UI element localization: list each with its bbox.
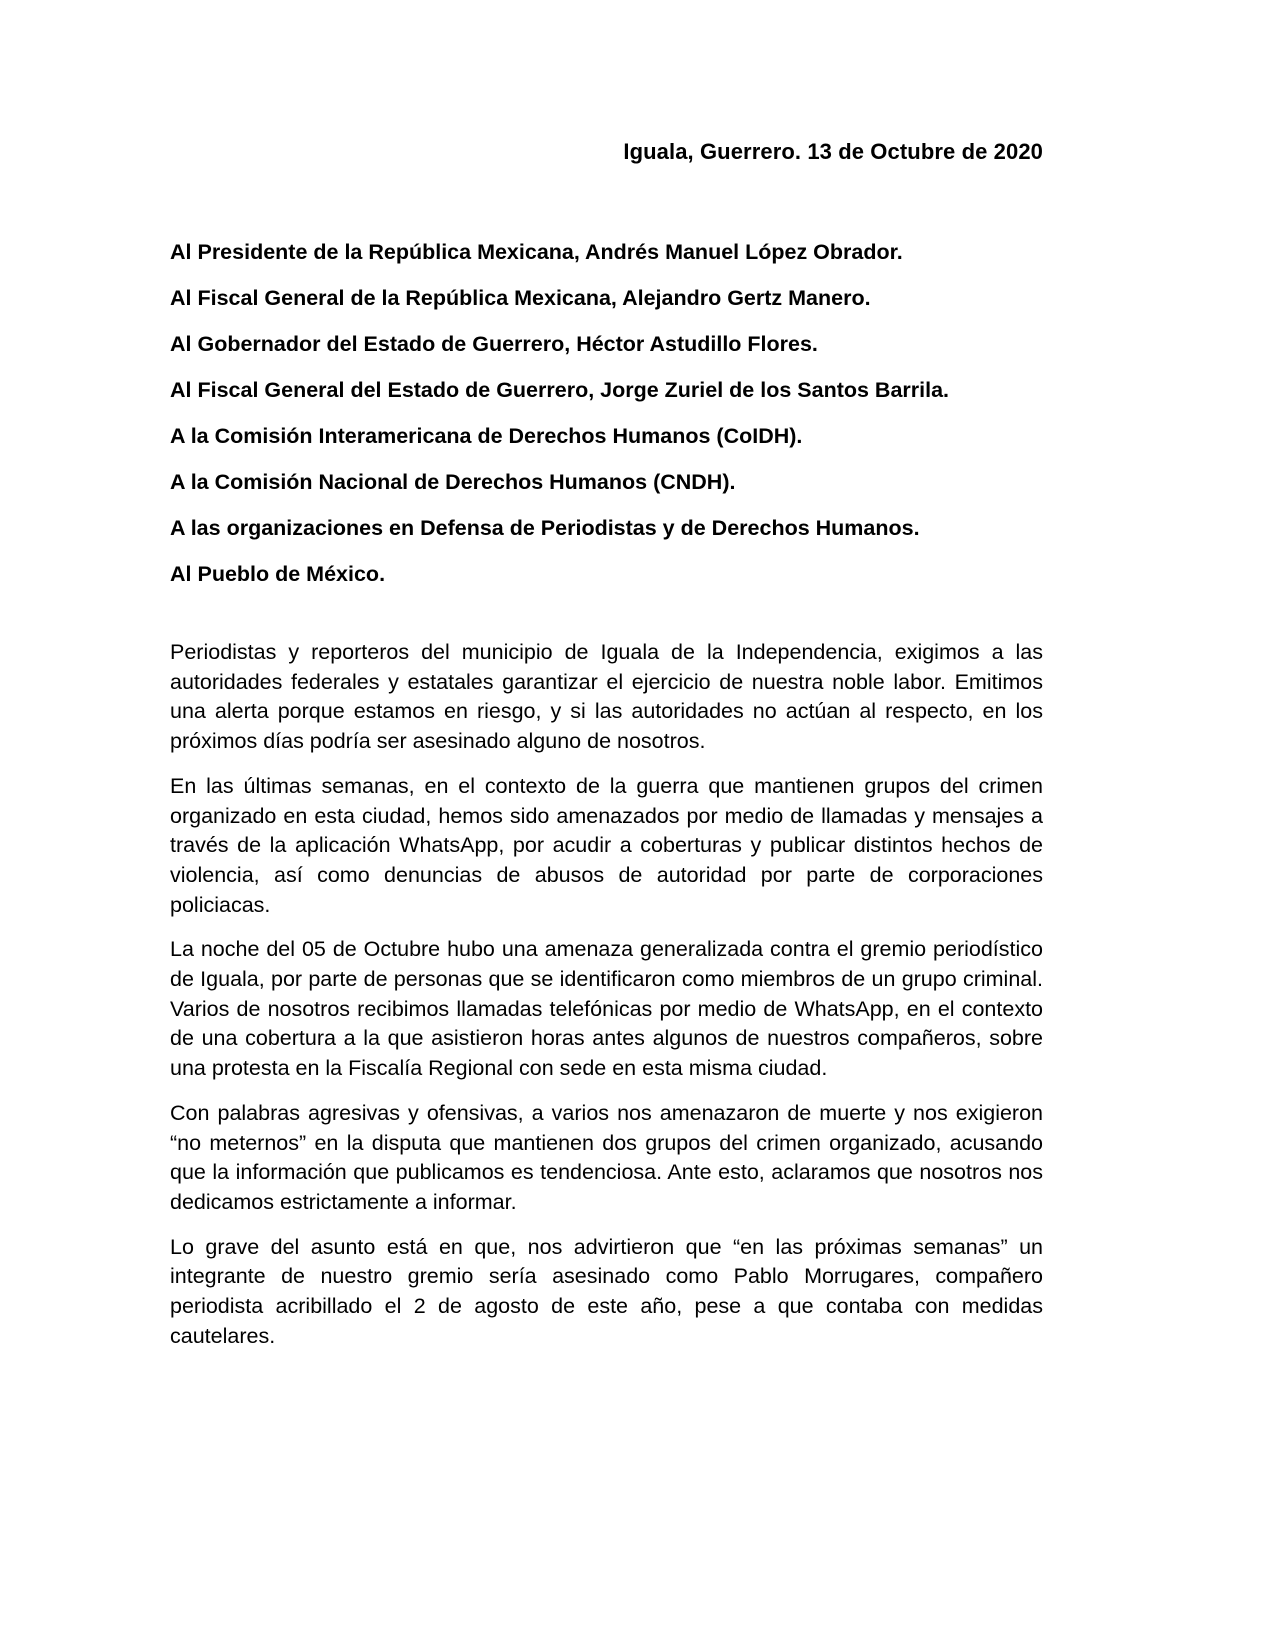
paragraph-1: Periodistas y reporteros del municipio de Iguala de la Independencia, exigimos a las autoridades federales y estatales garantizar el ejercicio de nuestra noble labor. Emitimos una alerta porque estamos en riesgo, y si las autoridades no actúan al respecto, en los próximos días podría ser asesinado alguno de nosotros. [170, 640, 1043, 754]
paragraph-3: La noche del 05 de Octubre hubo una amenaza generalizada contra el gremio periodístico de Iguala, por parte de personas que se identificaron como miembros de un grupo criminal. Varios de nosotros recibimos llamadas telefónicas por medio de WhatsApp, en el contexto de una cobertura a la que asistieron horas antes algunos de nuestros compañeros, sobre una protesta en la Fiscalía Regional con sede en esta misma ciudad. [170, 937, 1043, 1081]
paragraph-2: En las últimas semanas, en el contexto de la guerra que mantienen grupos del crimen organizado en esta ciudad, hemos sido amenazados por medio de llamadas y mensajes a través de la aplicación WhatsApp, por acudir a coberturas y publicar distintos hechos de violencia, así como denuncias de abusos de autoridad por parte de corporaciones policiacas. [170, 773, 1043, 917]
recipient-cndh: A la Comisión Nacional de Derechos Humanos (CNDH). [170, 470, 736, 494]
paragraph-5: Lo grave del asunto está en que, nos advirtieron que “en las próximas semanas” un integrante de nuestro gremio sería asesinado como Pablo Morrugares, compañero periodista acribillado el 2 de agosto de este año, pese a que contaba con medidas cautelares. [170, 1234, 1043, 1348]
letter-body [170, 638, 1043, 1366]
recipients-list [170, 229, 1070, 597]
recipient-fiscal-general-estado: Al Fiscal General del Estado de Guerrero, Jorge Zuriel de los Santos Barrila. [170, 378, 950, 402]
paragraph-4: Con palabras agresivas y ofensivas, a varios nos amenazaron de muerte y nos exigieron “no meternos” en la disputa que mantienen dos grupos del crimen organizado, acusando que la información que publicamos es tendenciosa. Ante esto, aclaramos que nosotros nos dedicamos estrictamente a informar. [170, 1100, 1043, 1214]
recipient-organizaciones: A las organizaciones en Defensa de Periodistas y de Derechos Humanos. [170, 516, 920, 540]
recipient-fiscal-general-republica: Al Fiscal General de la República Mexicana, Alejandro Gertz Manero. [170, 286, 871, 310]
place-date: Iguala, Guerrero. 13 de Octubre de 2020 [623, 139, 1043, 164]
recipient-president: Al Presidente de la República Mexicana, Andrés Manuel López Obrador. [170, 240, 903, 264]
recipient-cidh: A la Comisión Interamericana de Derechos Humanos (CoIDH). [170, 424, 803, 448]
recipient-pueblo: Al Pueblo de México. [170, 562, 386, 586]
recipient-gobernador: Al Gobernador del Estado de Guerrero, Héctor Astudillo Flores. [170, 332, 818, 356]
